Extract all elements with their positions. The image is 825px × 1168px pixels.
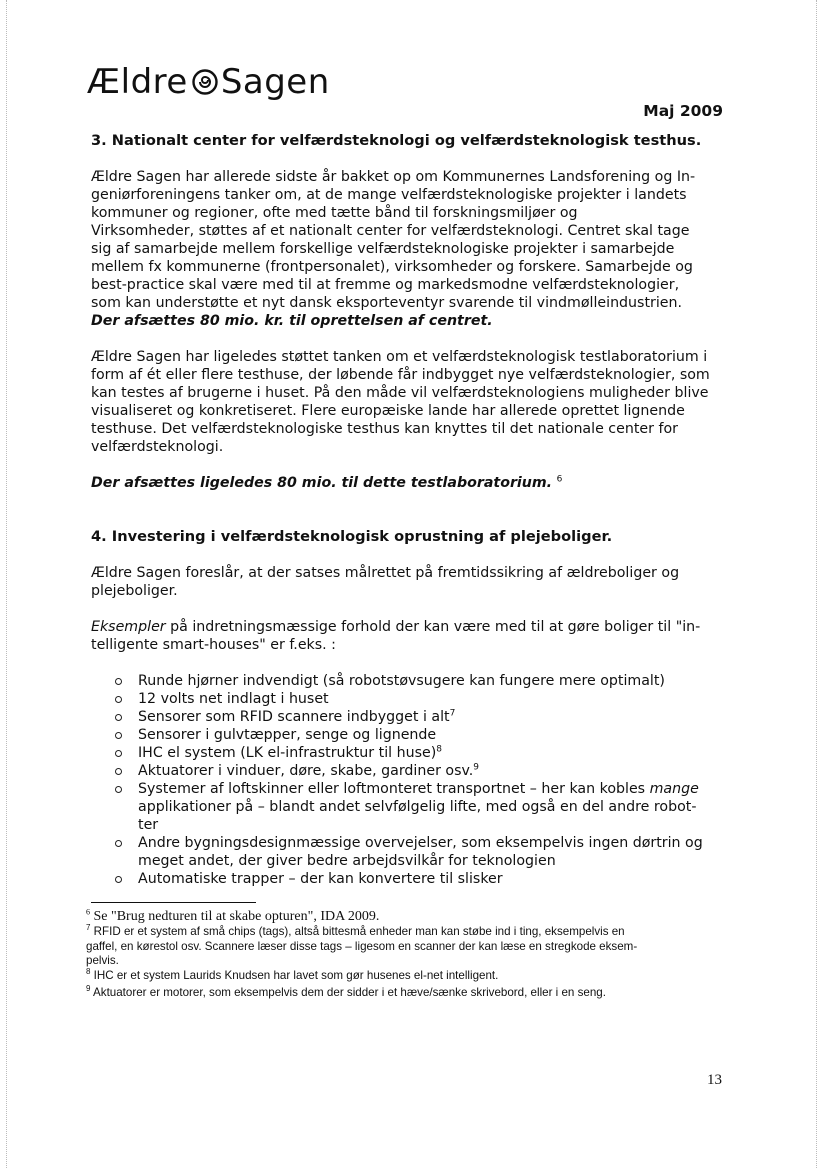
list-item-text: applikationer på – blandt andet selvfølgelig lifte, med også en del andre robot- [138, 799, 697, 815]
spiral-logo-icon [192, 69, 218, 95]
section-3-paragraph-1 [91, 168, 731, 330]
list-item-emphasis: mange [649, 781, 699, 797]
text-line: som kan understøtte et nyt dansk eksporteventyr svarende til vindmølleindustrien. [91, 295, 683, 311]
footnote-text: IHC er et system Laurids Knudsen har lavet som gør husenes el-net intelligent. [90, 968, 499, 982]
list-item [91, 672, 731, 690]
text-line: mellem fx kommunerne (frontpersonalet), virksomheder og forskere. Samarbejde og [91, 259, 693, 275]
footnote-6 [86, 908, 726, 925]
section-4-paragraph-2 [91, 618, 731, 654]
footnote-number: 9 [86, 984, 91, 994]
footnote-number: 6 [86, 907, 90, 917]
footnote-ref-9[interactable]: 9 [473, 762, 480, 773]
bullet-circle-icon [115, 714, 122, 721]
list-item [91, 834, 731, 870]
list-item [91, 744, 731, 762]
section-3-heading: 3. Nationalt center for velfærdsteknologi og velfærdsteknologisk testhus. [91, 132, 702, 149]
page-edge-left [6, 0, 8, 1168]
main-content [91, 132, 731, 888]
text-line: velfærdsteknologi. [91, 439, 224, 455]
logo-text-first: Ældre [87, 62, 188, 102]
footnote-7 [86, 925, 726, 969]
list-item-text: Runde hjørner indvendigt (så robotstøvsugere kan fungere mere optimalt) [138, 673, 665, 689]
text-line: geniørforeningens tanker om, at de mange velfærdsteknologiske projekter i landets [91, 187, 687, 203]
text-line: kommuner og regioner, ofte med tætte bånd til forskningsmiljøer og [91, 205, 578, 221]
list-item-text: Aktuatorer i vinduer, døre, skabe, gardiner osv. [138, 763, 474, 779]
footnote-ref-7[interactable]: 7 [449, 708, 456, 719]
text-line: telligente smart-houses" er f.eks. : [91, 637, 336, 653]
list-item [91, 726, 731, 744]
list-item-text: Sensorer som RFID scannere indbygget i alt [138, 709, 450, 725]
list-item-text: meget andet, der giver bedre arbejdsvilkår for teknologien [138, 853, 556, 869]
footnote-text: Aktuatorer er motorer, som eksempelvis dem der sidder i et hæve/sænke skrivebord, eller i en seng. [90, 986, 606, 999]
section-3-paragraph-3 [91, 474, 731, 492]
aeldre-sagen-logo [87, 58, 330, 106]
list-item-text: Automatiske trapper – der kan konvertere til slisker [138, 871, 503, 887]
footnote-number: 8 [86, 966, 91, 976]
text-line: sig af samarbejde mellem forskellige velfærdsteknologiske projekter i samarbejde [91, 241, 675, 257]
bullet-circle-icon [115, 840, 122, 847]
bullet-circle-icon [115, 696, 122, 703]
footnote-separator [91, 902, 256, 903]
footnote-text: Se "Brug nedturen til at skabe opturen", IDA 2009. [90, 909, 380, 924]
text-line: best-practice skal være med til at fremme og markedsmodne velfærdsteknologier, [91, 277, 680, 293]
footnote-text: pelvis. [86, 954, 119, 967]
list-item [91, 690, 731, 708]
footnote-9 [86, 986, 726, 1001]
list-item-text: IHC el system (LK el-infrastruktur til huse) [138, 745, 437, 761]
bullet-circle-icon [115, 678, 122, 685]
section-3-paragraph-2 [91, 348, 731, 456]
footnotes [86, 908, 726, 1001]
bullet-circle-icon [115, 768, 122, 775]
footnote-8 [86, 966, 726, 984]
list-item [91, 870, 731, 888]
text-line: testhuse. Det velfærdsteknologiske testhus kan knyttes til det nationale center for [91, 421, 678, 437]
text-line: på indretningsmæssige forhold der kan være med til at gøre boliger til "in- [165, 619, 701, 635]
text-line: form af ét eller flere testhuse, der løbende får indbygget nye velfærdsteknologier, som [91, 367, 710, 383]
text-line: visualiseret og konkretiseret. Flere europæiske lande har allerede oprettet lignende [91, 403, 685, 419]
section-4-paragraph-1 [91, 564, 731, 600]
footnote-ref-6[interactable]: 6 [556, 474, 563, 485]
list-item-text: Andre bygningsdesignmæssige overvejelser, som eksempelvis ingen dørtrin og [138, 835, 703, 851]
list-item [91, 780, 731, 834]
bullet-circle-icon [115, 750, 122, 757]
bullet-circle-icon [115, 732, 122, 739]
examples-label: Eksempler [91, 619, 166, 635]
footnote-text: gaffel, en kørestol osv. Scannere læser disse tags – ligesom en scanner der kan læse en stregkode eksem- [86, 939, 638, 953]
text-line: Ældre Sagen har ligeledes støttet tanken om et velfærdsteknologisk testlaboratorium i [91, 349, 708, 365]
text-line: plejeboliger. [91, 583, 178, 599]
list-item [91, 708, 731, 726]
text-line: Virksomheder, støttes af et nationalt center for velfærdsteknologi. Centret skal tage [91, 223, 690, 239]
list-item [91, 762, 731, 780]
page-edge-right [816, 0, 818, 1168]
bullet-circle-icon [115, 876, 122, 883]
footnote-ref-8[interactable]: 8 [436, 744, 442, 755]
text-line: kan testes af brugerne i huset. På den måde vil velfærdsteknologiens muligheder blive [91, 385, 709, 401]
funding-statement-center: Der afsættes 80 mio. kr. til oprettelsen af centret. [91, 313, 493, 329]
list-item-text: 12 volts net indlagt i huset [138, 691, 329, 707]
section-4-heading: 4. Investering i velfærdsteknologisk oprustning af plejeboliger. [91, 528, 613, 545]
text-line: Ældre Sagen har allerede sidste år bakket op om Kommunernes Landsforening og In- [91, 169, 696, 185]
bullet-circle-icon [115, 786, 122, 793]
list-item-text: ter [138, 817, 159, 833]
smart-house-examples-list [91, 672, 731, 888]
footnote-number: 7 [86, 923, 91, 933]
list-item-text: Sensorer i gulvtæpper, senge og lignende [138, 727, 437, 743]
page-number: 13 [707, 1072, 722, 1088]
logo-text-second: Sagen [220, 62, 330, 102]
footnote-text: RFID er et system af små chips (tags), altså bittesmå enheder man kan støbe ind i ting, eksempelvis en [90, 925, 625, 938]
document-date: Maj 2009 [643, 102, 723, 120]
list-item-text: Systemer af loftskinner eller loftmonteret transportnet – her kan kobles [138, 781, 650, 797]
funding-statement-testlab: Der afsættes ligeledes 80 mio. til dette testlaboratorium. [91, 475, 553, 491]
text-line: Ældre Sagen foreslår, at der satses målrettet på fremtidssikring af ældreboliger og [91, 565, 680, 581]
